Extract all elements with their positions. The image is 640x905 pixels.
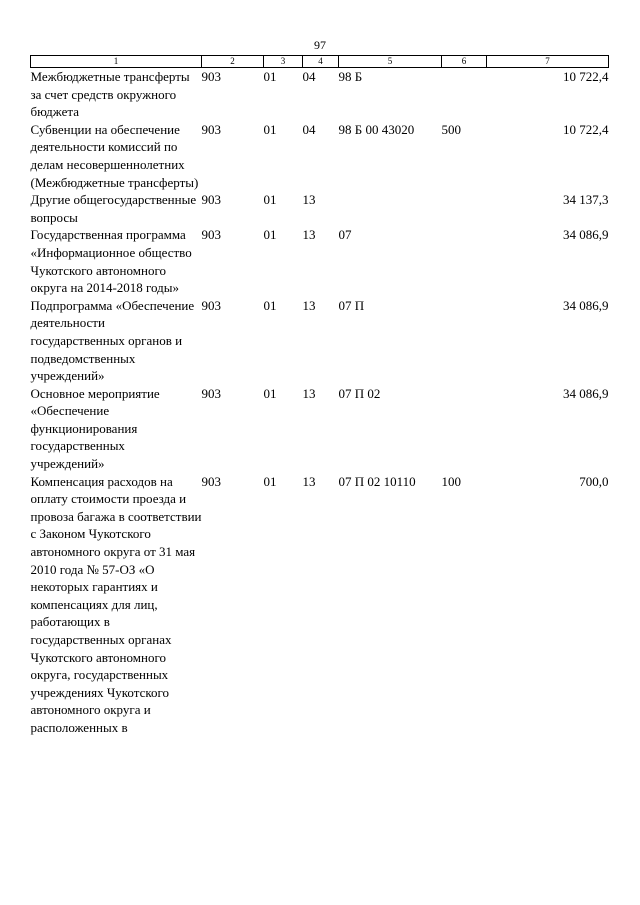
column-header-6: 6 [442,56,487,68]
row-subsection: 13 [302,192,316,208]
row-expense-type: 500 [441,121,461,137]
table-row [31,473,609,737]
column-header-5: 5 [339,56,442,68]
column-header-2: 2 [202,56,264,68]
table-row [31,191,609,226]
row-sum: 34 086,9 [563,297,609,313]
row-expense-type [442,385,487,473]
row-sum: 34 086,9 [563,227,609,243]
row-sum: 700,0 [579,473,609,489]
row-admin-code: 903 [201,192,221,208]
page-number: 97 [314,38,326,52]
column-header-1: 1 [31,56,202,68]
table-row [31,121,609,191]
row-admin-code: 903 [201,473,221,489]
row-section: 01 [263,121,277,137]
row-expense-type [442,68,487,121]
row-target-article: 07 П 02 10110 [338,473,416,489]
table-row [31,385,609,473]
table-body [31,68,609,737]
column-header-3: 3 [264,56,303,68]
row-expense-type: 100 [441,473,461,489]
row-section: 01 [263,69,277,84]
header-row [31,56,609,68]
row-admin-code: 903 [201,227,221,243]
row-target-article: 98 Б 00 43020 [338,121,415,137]
row-section: 01 [263,227,277,243]
row-section: 01 [263,473,277,489]
row-subsection: 13 [302,227,316,243]
row-subsection: 04 [302,69,316,84]
row-target-article: 07 [338,227,352,243]
row-subsection: 13 [302,297,316,313]
row-name: Государственная программа «Информационное общество Чукотского автономного округа на 2014-2018 годы» [30,227,192,296]
row-sum: 10 722,4 [563,69,609,84]
row-expense-type [442,226,487,296]
row-section: 01 [263,297,277,313]
row-target-article [339,191,442,226]
row-subsection: 04 [302,121,316,137]
table-row [31,226,609,296]
row-name: Субвенции на обеспечение деятельности комиссий по делам несовершеннолетних (Межбюджетные трансферты) [30,121,199,190]
row-name: Межбюджетные трансферты за счет средств окружного бюджета [30,69,190,120]
table-row [31,68,609,121]
row-sum: 34 086,9 [563,385,609,401]
row-expense-type [442,191,487,226]
row-target-article: 07 П 02 [338,385,381,401]
row-admin-code: 903 [201,385,221,401]
table-header [31,56,609,68]
table-row [31,297,609,385]
row-expense-type [442,297,487,385]
row-subsection: 13 [302,385,316,401]
row-name: Компенсация расходов на оплату стоимости проезда и провоза багажа в соответствии с Законом Чукотского автономного округа от 31 мая 2010 года № 57-ОЗ «О некоторых гарантиях и компенсациях для лиц, работающих в государственных органах Чукотского автономного округа, государственных учреждениях Чукотского автономного округа и расположенных в [30,473,202,735]
row-admin-code: 903 [201,121,221,137]
row-sum: 34 137,3 [563,192,609,208]
row-admin-code: 903 [201,69,221,84]
row-target-article: 98 Б [338,69,363,84]
row-subsection: 13 [302,473,316,489]
row-name: Подпрограмма «Обеспечение деятельности государственных органов и подведомственных учреждений» [30,297,195,384]
row-section: 01 [263,192,277,208]
row-target-article: 07 П [338,297,365,313]
column-header-7: 7 [487,56,609,68]
budget-table [30,55,609,737]
row-admin-code: 903 [201,297,221,313]
row-section: 01 [263,385,277,401]
column-header-4: 4 [303,56,339,68]
row-name: Другие общегосударственные вопросы [30,192,197,225]
row-name: Основное мероприятие «Обеспечение функционирования государственных учреждений» [30,385,160,472]
row-sum: 10 722,4 [563,121,609,137]
